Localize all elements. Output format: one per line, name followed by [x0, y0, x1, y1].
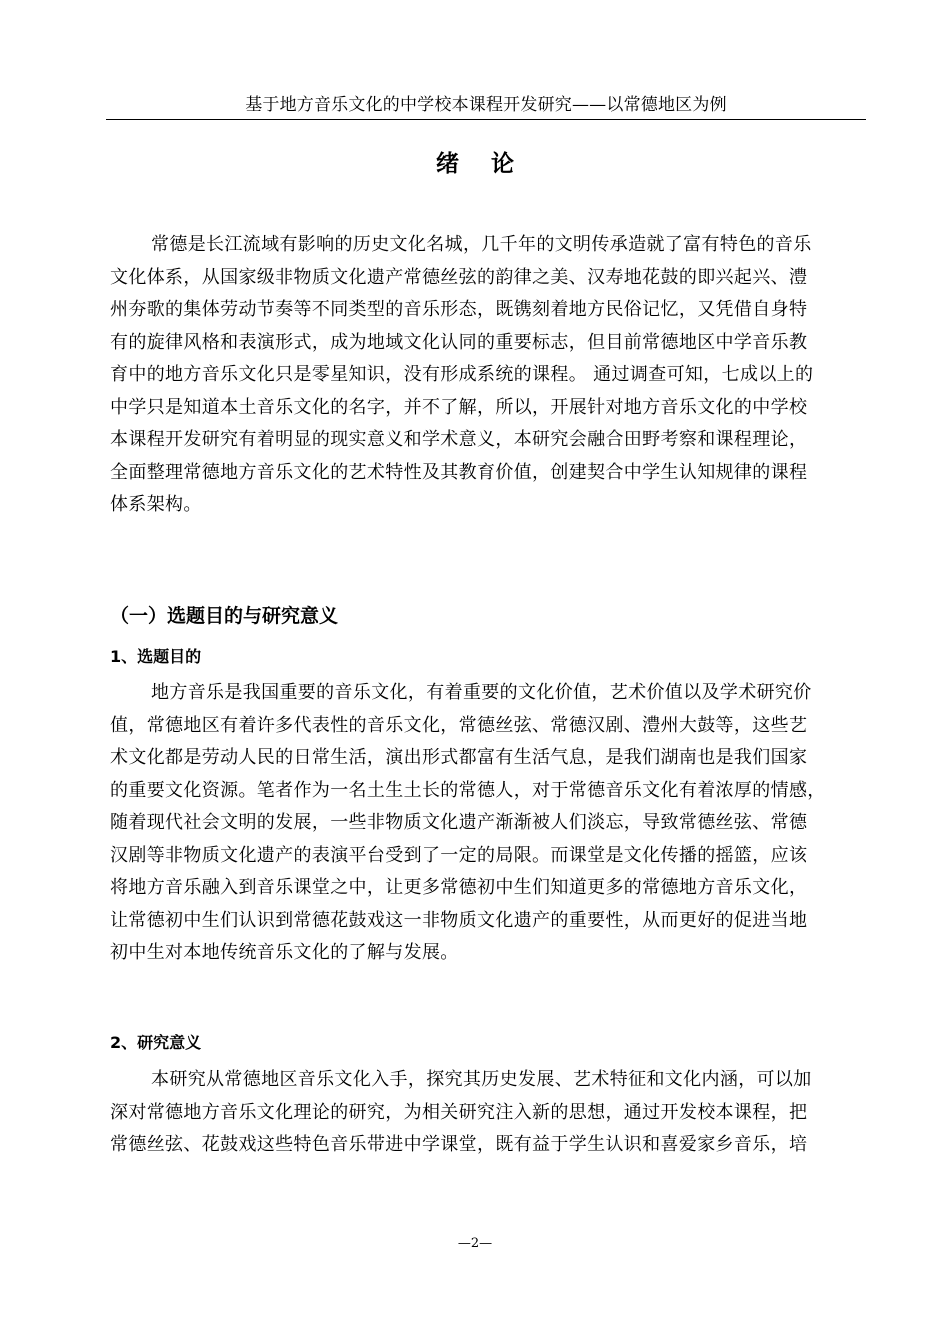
- paragraph-line: 本课程开发研究有着明显的现实意义和学术意义，本研究会融合田野考察和课程理论，: [110, 429, 808, 450]
- subsection-heading-significance: 2、研究意义: [110, 1033, 202, 1052]
- paragraph-line: 常德是长江流域有影响的历史文化名城，几千年的文明传承造就了富有特色的音乐: [151, 234, 812, 255]
- paragraph-line: 让常德初中生们认识到常德花鼓戏这一非物质文化遗产的重要性，从而更好的促进当地: [110, 909, 808, 931]
- purpose-paragraph: [110, 677, 855, 970]
- paragraph-line: 体系架构。: [110, 494, 202, 515]
- intro-paragraph: [110, 229, 855, 522]
- subsection-heading-purpose: 1、选题目的: [110, 647, 202, 666]
- paragraph-line: 常德丝弦、花鼓戏这些特色音乐带进中学课堂，既有益于学生认识和喜爱家乡音乐，培: [110, 1134, 808, 1155]
- page-number: —2—: [457, 1236, 493, 1251]
- paragraph-line: 将地方音乐融入到音乐课堂之中，让更多常德初中生们知道更多的常德地方音乐文化，: [110, 877, 808, 898]
- chapter-title: 绪 论: [435, 151, 515, 177]
- paragraph-line: 中学只是知道本土音乐文化的名字，并不了解，所以，开展针对地方音乐文化的中学校: [110, 396, 808, 418]
- paragraph-line: 初中生对本地传统音乐文化的了解与发展。: [110, 942, 459, 963]
- paragraph-line: 本研究从常德地区音乐文化入手，探究其历史发展、艺术特征和文化内涵，可以加: [151, 1069, 812, 1090]
- paragraph-line: 地方音乐是我国重要的音乐文化，有着重要的文化价值，艺术价值以及学术研究价: [151, 682, 812, 703]
- paragraph-line: 全面整理常德地方音乐文化的艺术特性及其教育价值，创建契合中学生认知规律的课程: [110, 461, 808, 483]
- significance-paragraph: [110, 1064, 855, 1162]
- section-heading: （一）选题目的与研究意义: [110, 605, 339, 627]
- paragraph-line: 文化体系，从国家级非物质文化遗产常德丝弦的韵律之美、汉寿地花鼓的即兴起兴、澧: [110, 266, 808, 288]
- header-rule: [106, 119, 866, 120]
- paragraph-line: 值，常德地区有着许多代表性的音乐文化，常德丝弦、常德汉剧、澧州大鼓等，这些艺: [110, 714, 808, 736]
- paragraph-line: 有的旋律风格和表演形式，成为地域文化认同的重要标志，但目前常德地区中学音乐教: [110, 331, 808, 353]
- paragraph-line: 汉剧等非物质文化遗产的表演平台受到了一定的局限。而课堂是文化传播的摇篮，应该: [110, 844, 808, 866]
- paragraph-line: 州夯歌的集体劳动节奏等不同类型的音乐形态，既镌刻着地方民俗记忆，又凭借自身特: [110, 299, 808, 320]
- paragraph-line: 深对常德地方音乐文化理论的研究，为相关研究注入新的思想，通过开发校本课程，把: [110, 1101, 808, 1123]
- paragraph-line: 育中的地方音乐文化只是零星知识，没有形成系统的课程。 通过调查可知，七成以上的: [110, 364, 814, 385]
- running-header: 基于地方音乐文化的中学校本课程开发研究——以常德地区为例: [245, 95, 727, 115]
- paragraph-line: 的重要文化资源。笔者作为一名土生土长的常德人，对于常德音乐文化有着浓厚的情感，: [110, 779, 826, 801]
- paragraph-line: 术文化都是劳动人民的日常生活，演出形式都富有生活气息，是我们湖南也是我们国家: [110, 747, 808, 768]
- paragraph-line: 随着现代社会文明的发展，一些非物质文化遗产渐渐被人们淡忘，导致常德丝弦、常德: [110, 812, 808, 833]
